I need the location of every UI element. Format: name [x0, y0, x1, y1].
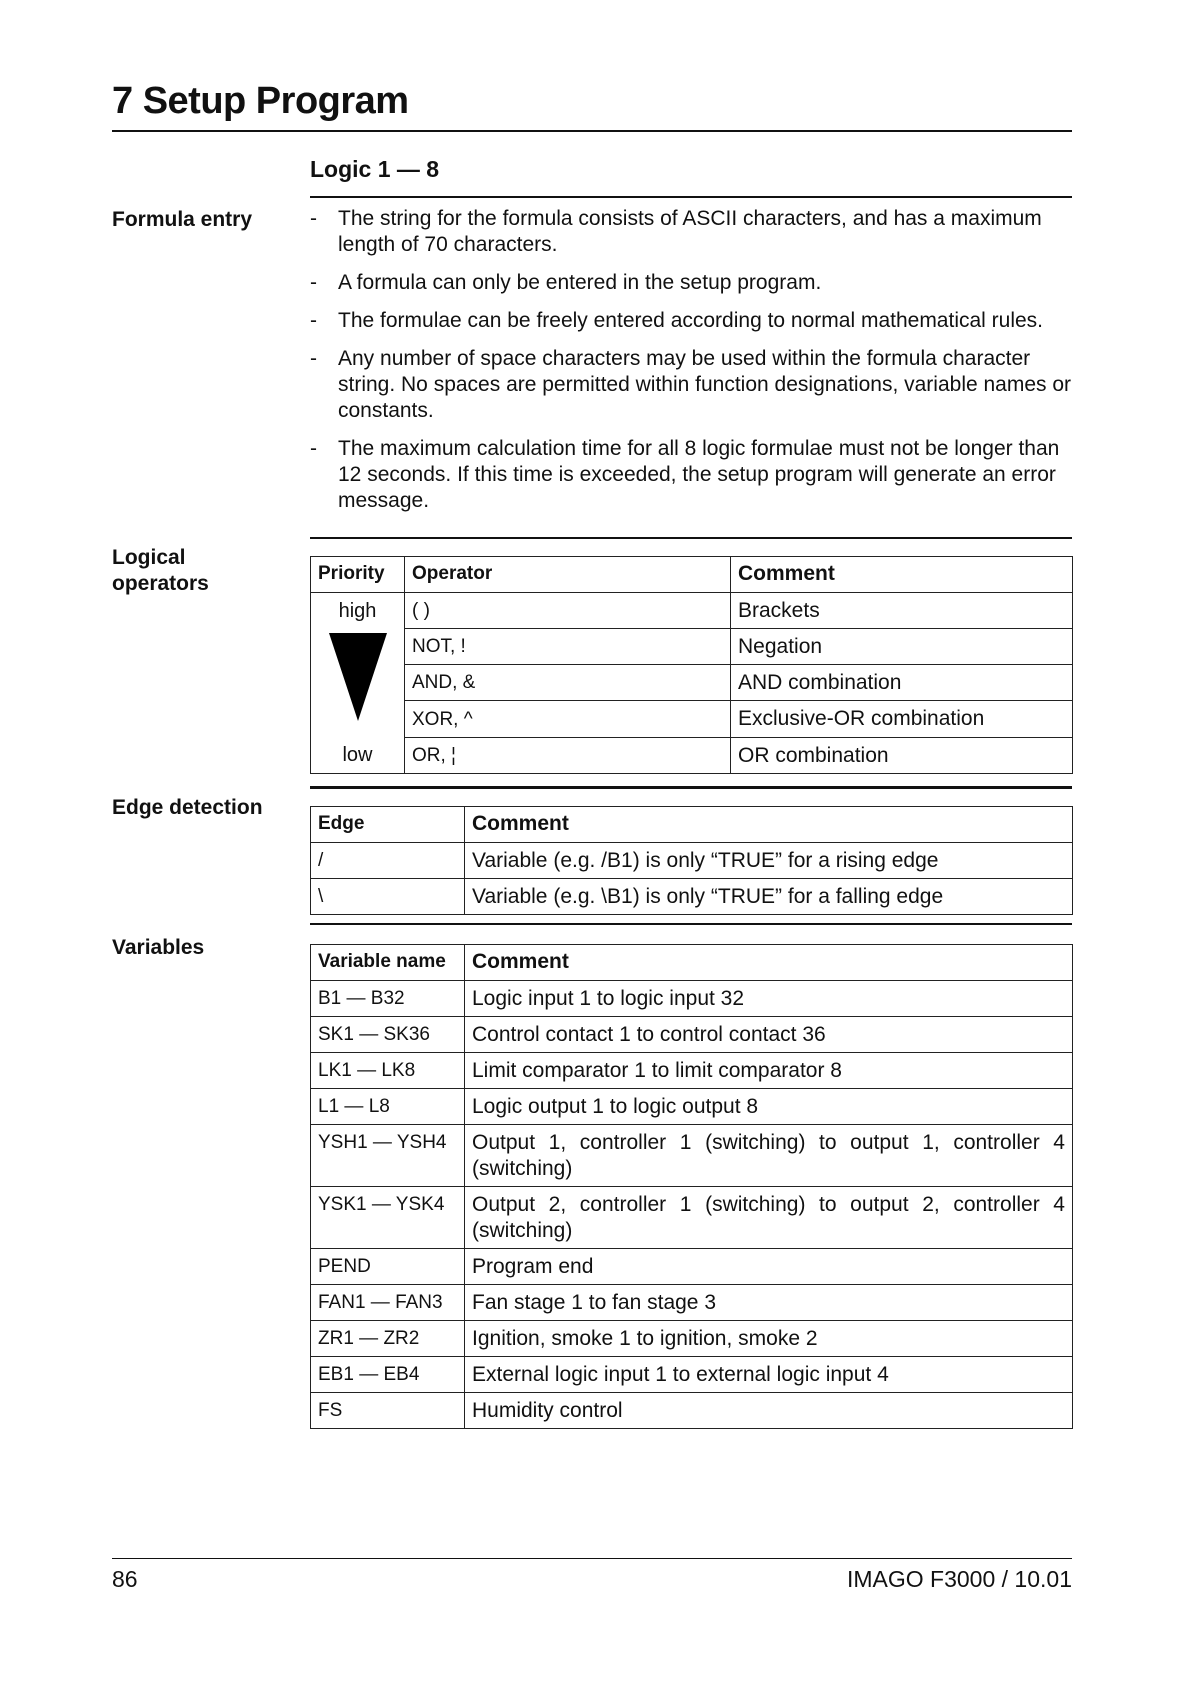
comment-cell: OR combination [731, 738, 1073, 774]
variable-name-cell: SK1 — SK36 [311, 1017, 465, 1053]
variable-name-cell: B1 — B32 [311, 981, 465, 1017]
variable-name-cell: LK1 — LK8 [311, 1053, 465, 1089]
comment-header: Comment [465, 807, 1073, 843]
edge-cell: \ [311, 879, 465, 915]
page-number: 86 [112, 1566, 138, 1592]
comment-cell: Ignition, smoke 1 to ignition, smoke 2 [465, 1321, 1073, 1357]
comment-cell: Humidity control [465, 1393, 1073, 1429]
comment-cell: Variable (e.g. \B1) is only “TRUE” for a falling edge [465, 879, 1073, 915]
logical-operators-table [310, 556, 1073, 774]
comment-cell: Limit comparator 1 to limit comparator 8 [465, 1053, 1073, 1089]
operator-header: Operator [405, 557, 731, 593]
operator-cell: XOR, ^ [405, 701, 731, 738]
edge-detection-label: Edge detection [112, 796, 263, 819]
variables-table [310, 944, 1073, 1429]
footer-rule [112, 1558, 1072, 1559]
variable-name-cell: FS [311, 1393, 465, 1429]
table-row [311, 1089, 1073, 1125]
table-row [311, 593, 1073, 629]
priority-arrow-icon [311, 629, 405, 729]
priority-high-label: high [338, 600, 377, 622]
priority-low-label: low [342, 744, 373, 766]
table-row [311, 1017, 1073, 1053]
comment-cell: Logic input 1 to logic input 32 [465, 981, 1073, 1017]
operator-cell: OR, ¦ [405, 738, 731, 774]
table-row [311, 1125, 1073, 1187]
variable-name-cell: ZR1 — ZR2 [311, 1321, 465, 1357]
table-row [311, 843, 1073, 879]
variable-name-cell: FAN1 — FAN3 [311, 1285, 465, 1321]
operators-rule [310, 786, 1072, 789]
section-rule [310, 196, 1072, 198]
table-row [311, 1187, 1073, 1249]
document-id: IMAGO F3000 / 10.01 [846, 1566, 1072, 1592]
formula-entry-list [310, 206, 1072, 526]
comment-cell: Control contact 1 to control contact 36 [465, 1017, 1073, 1053]
table-header-row [311, 945, 1073, 981]
variable-name-header: Variable name [311, 945, 465, 981]
variable-name-cell: L1 — L8 [311, 1089, 465, 1125]
operator-cell: NOT, ! [405, 629, 731, 665]
edge-cell: / [311, 843, 465, 879]
logical-operators-label: Logical operators [112, 546, 209, 595]
table-row [311, 981, 1073, 1017]
list-item: - Any number of space characters may be used within the formula character string. No spaces are permitted within function designations, variable names or constants. [310, 347, 1072, 422]
header-rule [112, 130, 1072, 132]
table-row [311, 1249, 1073, 1285]
table-row [311, 665, 1073, 701]
table-row [311, 1357, 1073, 1393]
table-row [311, 738, 1073, 774]
table-row [311, 1321, 1073, 1357]
edge-rule [310, 923, 1072, 925]
priority-header: Priority [311, 557, 405, 593]
variables-label: Variables [112, 936, 205, 959]
comment-cell: External logic input 1 to external logic input 4 [465, 1357, 1073, 1393]
chapter-title: 7 Setup Program [112, 80, 409, 122]
comment-cell: Fan stage 1 to fan stage 3 [465, 1285, 1073, 1321]
comment-cell: Logic output 1 to logic output 8 [465, 1089, 1073, 1125]
list-item: - The maximum calculation time for all 8 logic formulae must not be longer than 12 seconds. If this time is exceeded, the setup program will generate an error message. [310, 437, 1060, 512]
table-row [311, 701, 1073, 738]
comment-header: Comment [465, 945, 1073, 981]
table-header-row [311, 807, 1073, 843]
list-item: - A formula can only be entered in the setup program. [310, 271, 822, 294]
operator-cell: AND, & [405, 665, 731, 701]
comment-cell: Output 2, controller 1 (switching) to output 2, controller 4 (switching) [465, 1187, 1073, 1249]
edge-header: Edge [311, 807, 465, 843]
list-item: - The string for the formula consists of ASCII characters, and has a maximum length of 70 characters. [310, 207, 1042, 256]
table-row [311, 1053, 1073, 1089]
priority-cell [311, 593, 405, 774]
comment-cell: Brackets [731, 593, 1073, 629]
list-item: - The formulae can be freely entered according to normal mathematical rules. [310, 309, 1044, 332]
table-row [311, 629, 1073, 665]
variable-name-cell: PEND [311, 1249, 465, 1285]
table-row [311, 879, 1073, 915]
comment-cell: Variable (e.g. /B1) is only “TRUE” for a rising edge [465, 843, 1073, 879]
formula-rule [310, 537, 1072, 539]
operator-cell: ( ) [405, 593, 731, 629]
table-row [311, 1393, 1073, 1429]
comment-cell: Output 1, controller 1 (switching) to output 1, controller 4 (switching) [465, 1125, 1073, 1187]
variable-name-cell: YSH1 — YSH4 [311, 1125, 465, 1187]
comment-cell: Negation [731, 629, 1073, 665]
comment-cell: Program end [465, 1249, 1073, 1285]
table-header-row [311, 557, 1073, 593]
table-row [311, 1285, 1073, 1321]
comment-header: Comment [731, 557, 1073, 593]
comment-cell: AND combination [731, 665, 1073, 701]
variable-name-cell: YSK1 — YSK4 [311, 1187, 465, 1249]
edge-detection-table [310, 806, 1073, 915]
formula-entry-label: Formula entry [112, 208, 253, 231]
variable-name-cell: EB1 — EB4 [311, 1357, 465, 1393]
section-title: Logic 1 — 8 [310, 156, 440, 182]
comment-cell: Exclusive-OR combination [731, 701, 1073, 738]
